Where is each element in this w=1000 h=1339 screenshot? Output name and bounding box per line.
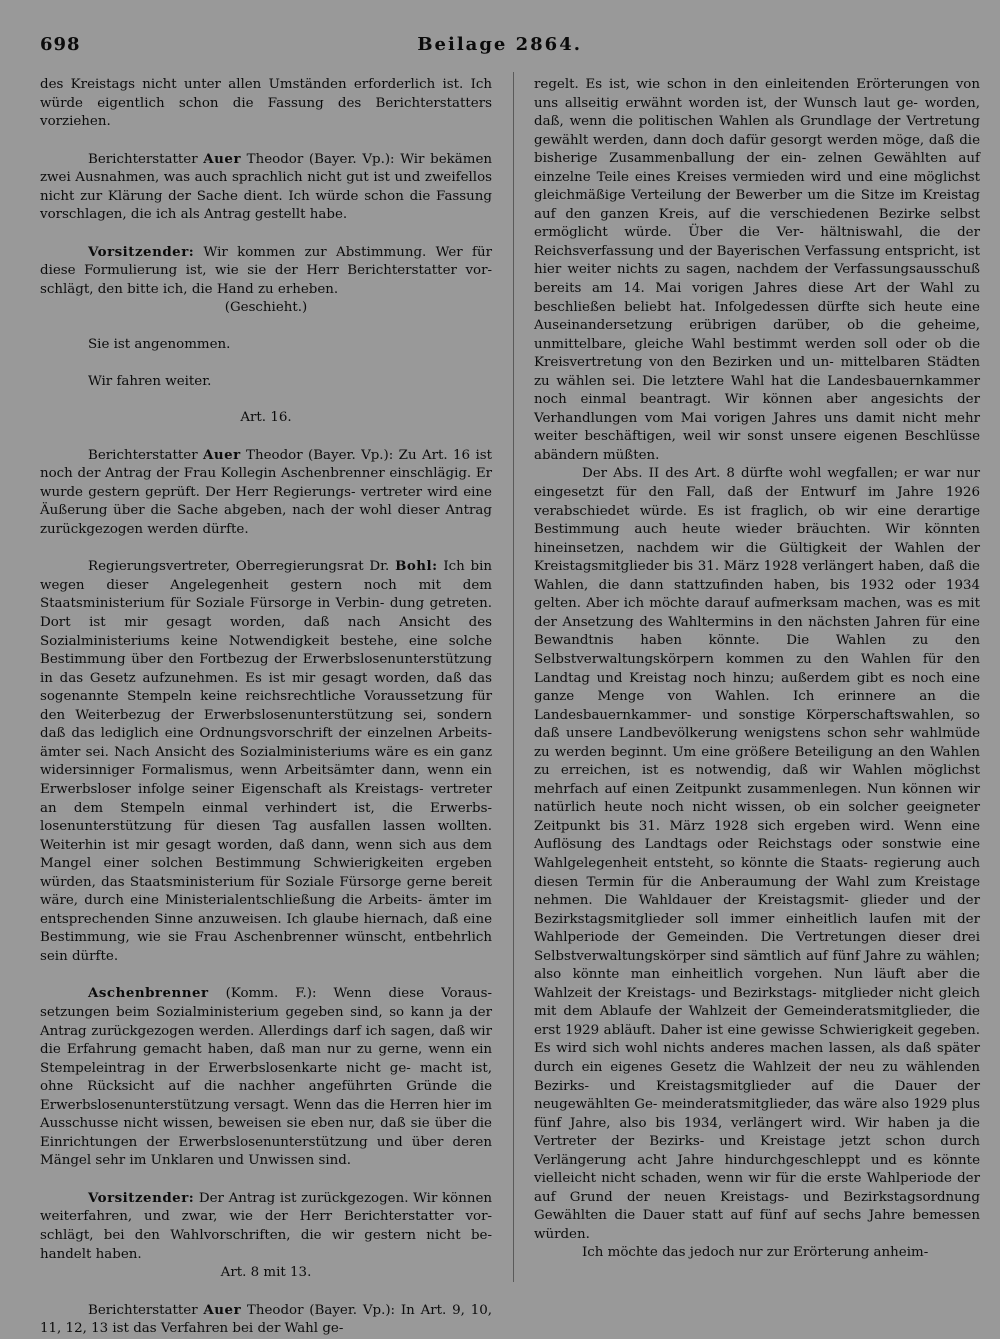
text-line: die Erwerbslosenunterstützung versagt. Wenn das die Herren [40, 1079, 492, 1113]
paragraph-spacer [40, 355, 492, 373]
text-line: ämter im entsprechenden Sinne anzuweisen. Ich glaube hiernach, [40, 893, 493, 927]
page-number: 698 [40, 34, 81, 55]
paragraph [40, 557, 492, 966]
text-line: schon die Fassung vorschlagen, die ich als Antrag gestellt habe. [40, 188, 492, 223]
text-line: dung getreten. Dort ist mir gesagt worden, daß nach Ansicht [40, 596, 492, 631]
text-line: hineinsetzen, nachdem wir die Gültigkeit der Wahlen der [534, 540, 980, 556]
text-line: schlägt, bei den Wahlvorschriften, die wir gestern nicht be- [40, 1227, 492, 1243]
page-title: Beilage 2864. [417, 34, 582, 55]
text-line: Bestimmung auch heute wieder bräuchten. Wir könnten [534, 522, 980, 538]
text-line: der Vertretung gewählt werden, dann doch dafür gesorgt [534, 114, 980, 148]
text-line: Berichterstatter Auer Theodor (Bayer. Vp.): Zu [88, 446, 417, 463]
text-line: Ich möchte das jedoch nur zur Erörterung anheim- [582, 1245, 929, 1261]
text-line: ob die geheime, unmittelbare, gleiche Wahl bestimmt werden [534, 318, 980, 352]
text-line: um die Sitze im Kreistag auf den ganzen Kreis, auf die [534, 188, 980, 222]
text-line: eigenen Beschlüsse abändern müßten. [534, 429, 980, 463]
text-line: zum Kreistage nehmen. Die Wahldauer der Kreistagsmit- [534, 874, 980, 909]
paragraph [40, 984, 492, 1170]
text-line: Bestimmung über den Fortbezug der Erwerbslosenunterstützung [40, 652, 492, 668]
text-line: vertreter wird eine Äußerung über die Sache abgeben, nach [40, 484, 492, 519]
text-line: Regierungsvertreter, Oberregierungsrat [88, 559, 364, 575]
text-line: für den Weiterbezug der Erwerbslosenunterstützung sei, sondern [40, 689, 492, 723]
paragraph-spacer [40, 132, 492, 150]
text-line: Der Abs. II des Art. 8 dürfte wohl wegfallen; er war [582, 466, 951, 482]
text-line: Aschenbrenner (Komm. F.): Wenn diese Voraus- [88, 985, 492, 1002]
text-line: glieder und der Bezirkstagsmitglieder soll immer einheitlich [534, 893, 980, 927]
text-line: was es mit der Ansetzung des Wahltermins in den nächsten [534, 596, 980, 630]
text-line: Wir fahren weiter. [88, 373, 212, 389]
text-line: daß unsere Landbevölkerung wenigstens schon sehr wahlmüde [534, 726, 980, 742]
paragraph [40, 1189, 492, 1264]
text-line: Gesetz die Wahlzeit der neu zu wählenden Bezirks- und [534, 1059, 980, 1094]
paragraph [534, 76, 980, 465]
text-line: dürfte sich heute eine Auseinandersetzung erübrigen darüber, [534, 299, 980, 334]
speaker-name: Auer [203, 1301, 242, 1318]
text-line: der wohl dieser Antrag zurückgezogen werden dürfte. [40, 503, 492, 537]
paragraph-spacer [40, 225, 492, 243]
text-line: wenn ein Stempeleintrag in der Erwerbslosenkarte nicht ge- [40, 1042, 492, 1076]
text-line: Jahren für eine Bewandtnis haben könnte. Die Wahlen zu [534, 614, 980, 649]
text-line: wenn ein Erwerbsloser infolge seiner Eigenschaft als Kreistags- [40, 763, 492, 797]
text-line: Vorsitzender: Der Antrag ist zurückgezogen. Wir können [88, 1189, 492, 1206]
text-line: setzungen beim Sozialministerium gegeben sind, so kann ja der [40, 1004, 492, 1020]
text-line: Wenn eine Auflösung des Landtags oder Reichstags oder [534, 818, 980, 853]
text-line: anderes machen lassen, als daß später durch ein eigenes [534, 1041, 980, 1075]
text-line: Sie ist angenommen. [88, 337, 231, 353]
text-line: zu werden beginnt. Um eine größere Beteiligung an den [534, 744, 925, 760]
text-line: verabschiedet würde. Es ist fraglich, ob wir eine derartige [534, 503, 980, 519]
text-line: des Sozialministeriums keine Notwendigkeit bestehe, eine solche [40, 615, 492, 649]
text-line: losenunterstützung für diesen Tag ausfallen lassen wollten. [40, 819, 492, 835]
text-line: daß eine Bestimmung, wie sie Frau Aschenbrenner wünscht, [40, 911, 492, 946]
paragraph-spacer [40, 428, 492, 446]
text-line: noch eine ganze Menge von Wahlen. Ich erinnere an die [534, 670, 980, 705]
text-line: wird und eine möglichst gleichmäßige Verteilung der Bewerber [534, 169, 980, 204]
text-line: Wahlen zu erreichen, ist es notwendig, daß wir Wahlen [534, 744, 980, 779]
text-line: hältniswahl, die der Reichsverfassung und der Bayerischen [534, 225, 980, 259]
text-line: der Verfassungsausschuß bereits am 14. Mai vorigen Jahres [534, 262, 980, 297]
speaker-name: Vorsitzender: [88, 1189, 195, 1206]
text-line: sonstwie eine Wahlgelegenheit entsteht, so könnte die Staats- [534, 837, 980, 871]
paragraph [40, 76, 492, 132]
text-line: oder 1934 gelten. Aber ich möchte darauf aufmerksam machen, [534, 577, 980, 612]
text-line: Jahre zu wählen; also könnte man einheitlich vorgehen. Nun [534, 948, 980, 983]
speaker-name: Vorsitzender: [88, 243, 195, 260]
speaker-name: Bohl: [395, 558, 438, 575]
text-line: Berichterstatter Auer Theodor (Bayer. Vp.): In [88, 1301, 415, 1318]
text-line: hier im Ausschusse nicht wissen, beweisen sie eben nur, daß [40, 1097, 492, 1132]
text-line: vertreter an dem Stempeln einmal verhindert ist, die Erwerbs- [40, 781, 492, 816]
paragraph [40, 243, 492, 300]
text-line: Berichterstatter Auer Theodor (Bayer. Vp.): Wir [88, 150, 425, 167]
text-line: daß die Wahlen, die dann stattzufinden haben, bis 1932 [534, 559, 980, 593]
text-line: daß das lediglich eine Ordnungsvorschrift der einzelnen Arbeits- [40, 726, 492, 742]
paragraph [534, 1244, 980, 1263]
text-line: sie über die Einrichtungen der Erwerbslosenunterstützung und [40, 1116, 492, 1150]
text-line: mittelbaren Städten zu wählen sei. Die letztere Wahl hat [534, 355, 980, 389]
text-line: ganz widersinniger Formalismus, wenn Arbeitsämter dann, [40, 744, 492, 779]
text-line: diese Art der Wahl zu beschließen beliebt hat. Infolgedessen [534, 281, 980, 315]
text-line: Vorsitzender: Wir kommen zur Abstimmung. Wer für [88, 243, 492, 260]
paragraph-spacer [40, 391, 492, 409]
text-line: soll oder ob die Kreisvertretung von den Bezirken und un- [534, 336, 980, 371]
text-line: diese Formulierung ist, wie sie der Herr Berichterstatter vor- [40, 263, 492, 279]
paragraph [40, 150, 492, 225]
text-line: möglichst mehrfach auf einen Zeitpunkt zusammenlegen. Nun [534, 763, 980, 797]
text-line: von uns allseitig erwähnt worden ist, der Wunsch laut ge- [534, 77, 980, 111]
text-line: acht Jahre hindurchgeschleppt und es könnte vielleicht nicht [534, 1152, 980, 1187]
text-line: entbehrlich sein dürfte. [40, 930, 492, 964]
text-line: regierung auch diesen Termin für die Anberaumung der Wahl [534, 855, 980, 890]
text-line: aber angesichts der Verhandlungen vom Mai vorigen Jahres [534, 392, 980, 426]
paragraph [534, 465, 980, 1244]
paragraph-spacer [40, 1171, 492, 1189]
text-line: dem Mangel einer solchen Bestimmung Schwierigkeiten ergeben [40, 837, 492, 872]
text-line: meinderatsmitglieder, das wäre also 1929 plus fünf Jahre, [534, 1097, 980, 1131]
text-line: also bis 1934, verlängert wird. Wir haben ja die Vertreter [534, 1115, 980, 1150]
text-line: Verfassung entspricht, ist hier weiter nichts zu sagen, nachdem [534, 243, 981, 278]
text-line: Landesbauernkammer- und sonstige Körperschaftswahlen, so [534, 707, 980, 723]
text-line: Weiterhin ist mir gesagt worden, daß dann, wenn sich aus [40, 837, 457, 853]
text-line: den Landtag und Kreistag noch hinzu; außerdem gibt es [534, 651, 981, 686]
text-line: regelt. Es ist, wie schon in den einleitenden Erörterungen [534, 77, 949, 92]
text-line: die Landesbauernkammer noch einmal beantragt. Wir können [534, 373, 981, 408]
text-line: läuft aber die Wahlzeit der Kreistags- und Bezirkstags- [534, 967, 981, 1001]
text-line: verschiedenen Bezirke selbst ermöglicht würde. Über die Ver- [534, 206, 980, 241]
text-line: der Bezirks- und Kreistage jetzt schon durch Verlängerung [534, 1134, 980, 1168]
text-line: Dr. Bohl: Ich bin wegen dieser Angelegenheit gestern noch [40, 558, 493, 593]
text-line: einschlägig. Er wurde gestern geprüft. Der Herr Regierungs- [40, 466, 492, 500]
text-line: handelt haben. [40, 1246, 142, 1262]
section-heading: (Geschieht.) [224, 300, 308, 316]
text-line: können wir natürlich heute noch nicht wissen, ob ein solcher [534, 781, 980, 816]
text-line: worden, daß, wenn die politischen Wahlen als Grundlage [534, 95, 980, 130]
text-line: würden, das Staatsministerium für Soziale Fürsorge gerne [40, 874, 447, 890]
text-line: Gemeinderatsmitglieder, die erst 1929 abläuft. Daher ist [534, 1004, 980, 1038]
text-line: geeigneter Zeitpunkt bis 31. März 1928 sich ergeben wird. [534, 800, 981, 834]
text-line: zelnen Gewählten auf einzelne Teile eines Kreises vermieden [534, 151, 980, 185]
column-divider [513, 72, 514, 1282]
speaker-name: Auer [202, 446, 241, 463]
speaker-name: Aschenbrenner [88, 985, 209, 1002]
right-column [534, 76, 980, 1263]
text-line: Art. 16 ist noch der Antrag der Frau Kollegin Aschenbrenner [40, 447, 492, 482]
text-line: den Selbstverwaltungskörpern kommen zu den Wahlen für [534, 633, 980, 667]
text-line: Kreistagsmitglieder bis 31. März 1928 verlängert haben, [534, 559, 925, 575]
paragraph-spacer [40, 1283, 492, 1301]
text-line: mitglieder nicht gleich mit dem Ablaufe der Wahlzeit der [534, 985, 980, 1020]
paragraph-spacer [40, 539, 492, 557]
text-line: Antrag zurückgezogen werden. Allerdings darf ich sagen, daß [40, 1023, 466, 1039]
text-line: mit dem Staatsministerium für Soziale Fürsorge in Verbin- [40, 577, 492, 612]
page-header [40, 34, 582, 58]
text-line: ämter sei. Nach Ansicht des Sozialministeriums wäre es ein [40, 744, 455, 760]
text-line: weiterfahren, und zwar, wie der Herr Berichterstatter vor- [40, 1209, 492, 1225]
text-line: wir die Erfahrung gemacht haben, daß man nur zu gerne, [40, 1023, 492, 1058]
text-line: das sogenannte Stempeln keine reichsrechtliche Voraussetzung [40, 670, 492, 705]
section-heading: Art. 16. [240, 410, 292, 426]
text-line: Art. 9, 10, 11, 12, 13 ist das Verfahren bei der Wahl ge- [40, 1302, 492, 1337]
text-line: würde eigentlich schon die Fassung des Berichterstatters vorziehen. [40, 95, 492, 130]
text-line: dieser drei Selbstverwaltungskörper sind sämtlich auf fünf [534, 930, 980, 964]
text-line: bekämen zwei Ausnahmen, was auch sprachlich nicht gut ist [40, 151, 492, 186]
text-line: uns damit nicht mehr weiter beschäftigen, weil wir sonst unsere [534, 410, 981, 445]
text-line: über deren Mängel sehr im Unklaren und Unwissen sind. [40, 1134, 492, 1169]
text-line: werden möge, daß die bisherige Zusammenballung der ein- [534, 132, 980, 167]
text-line: eine gewisse Schwierigkeit gegeben. Es wird sich wohl nichts [534, 1022, 980, 1057]
text-line: schlägt, den bitte ich, die Hand zu erheben. [40, 281, 339, 297]
section-heading: Art. 8 mit 13. [220, 1265, 312, 1281]
text-line: laufen mit der Wahlperiode der Gemeinden. Die Vertretungen [534, 911, 981, 946]
paragraph [40, 1301, 492, 1339]
text-line: nur eingesetzt für den Fall, daß der Entwurf im Jahre 1926 [534, 466, 980, 501]
text-line: Dauer statt auf fünf auf sechs Jahre bemessen würden. [534, 1208, 980, 1242]
text-line: der neuen Kreistags- und Bezirkstagsordnung Gewählten die [534, 1189, 980, 1224]
speaker-name: Auer [203, 150, 241, 167]
paragraph-spacer [40, 318, 492, 336]
text-line: und zweifellos nicht zur Klärung der Sache dient. Ich würde [40, 170, 493, 204]
text-line: Kreistagsmitglieder auf die Dauer der neugewählten Ge- [534, 1078, 980, 1113]
text-line: in das Gesetz aufzunehmen. Es ist mir gesagt worden, daß [40, 670, 462, 686]
paragraph [40, 446, 492, 540]
paragraph-spacer [40, 966, 492, 984]
text-line: schaden, wenn wir für die erste Wahlperiode der auf Grund [534, 1171, 980, 1205]
text-line: des Kreistags nicht unter allen Umständen erforderlich ist. Ich [40, 77, 492, 92]
left-column [40, 76, 492, 1339]
text-line: bereit wäre, durch eine Ministerialentschließung die Arbeits- [40, 874, 492, 909]
text-line: macht ist, ohne Rücksicht auf die nachher angeführten Gründe [40, 1060, 493, 1095]
